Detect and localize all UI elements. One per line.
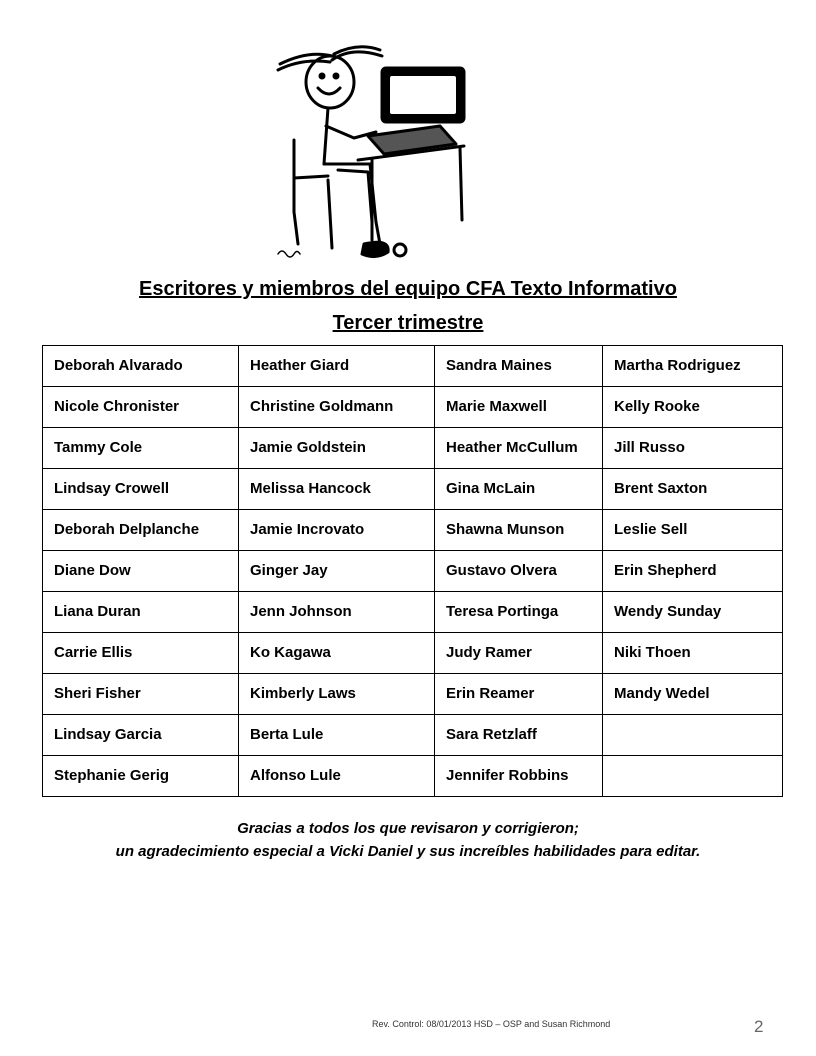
team-member-cell: Jamie Goldstein [239,428,435,469]
table-row [43,428,783,469]
team-member-cell: Alfonso Lule [239,756,435,797]
team-member-cell: Heather Giard [239,346,435,387]
table-row [43,715,783,756]
team-member-cell: Jill Russo [603,428,783,469]
child-at-computer-illustration [272,40,480,266]
revision-control-footer: Rev. Control: 08/01/2013 HSD – OSP and Susan Richmond [372,1019,611,1029]
team-member-cell: Martha Rodriguez [603,346,783,387]
team-member-cell: Wendy Sunday [603,592,783,633]
table-row [43,346,783,387]
team-member-cell: Jamie Incrovato [239,510,435,551]
team-member-cell: Erin Shepherd [603,551,783,592]
table-row [43,674,783,715]
team-member-cell: Brent Saxton [603,469,783,510]
team-member-cell: Deborah Delplanche [43,510,239,551]
table-row [43,633,783,674]
team-member-cell: Mandy Wedel [603,674,783,715]
team-member-cell: Sara Retzlaff [435,715,603,756]
team-member-cell: Jenn Johnson [239,592,435,633]
table-row [43,510,783,551]
team-member-cell: Gustavo Olvera [435,551,603,592]
page-number: 2 [754,1017,764,1036]
thanks-line-2: un agradecimiento especial a Vicki Daniel y sus increíbles habilidades para editar. [115,843,701,860]
team-member-cell: Niki Thoen [603,633,783,674]
team-member-cell: Christine Goldmann [239,387,435,428]
team-member-cell: Erin Reamer [435,674,603,715]
team-member-cell: Tammy Cole [43,428,239,469]
table-row [43,387,783,428]
team-member-cell: Melissa Hancock [239,469,435,510]
team-member-cell: Shawna Munson [435,510,603,551]
team-member-cell [603,756,783,797]
team-member-cell: Stephanie Gerig [43,756,239,797]
table-row [43,469,783,510]
team-member-cell: Lindsay Crowell [43,469,239,510]
team-member-cell: Marie Maxwell [435,387,603,428]
team-member-cell: Ginger Jay [239,551,435,592]
document-subtitle: Tercer trimestre [332,312,484,334]
team-members-table [42,345,783,797]
table-row [43,756,783,797]
table-row [43,592,783,633]
team-member-cell: Kimberly Laws [239,674,435,715]
team-member-cell: Deborah Alvarado [43,346,239,387]
team-member-cell: Judy Ramer [435,633,603,674]
team-member-cell: Berta Lule [239,715,435,756]
team-member-cell: Ko Kagawa [239,633,435,674]
team-member-cell: Liana Duran [43,592,239,633]
team-member-cell: Leslie Sell [603,510,783,551]
team-member-cell: Lindsay Garcia [43,715,239,756]
team-member-cell [603,715,783,756]
team-member-cell: Jennifer Robbins [435,756,603,797]
table-row [43,551,783,592]
thanks-line-1: Gracias a todos los que revisaron y corrigieron; [237,820,579,837]
team-member-cell: Diane Dow [43,551,239,592]
team-member-cell: Teresa Portinga [435,592,603,633]
team-member-cell: Carrie Ellis [43,633,239,674]
team-member-cell: Sheri Fisher [43,674,239,715]
document-title: Escritores y miembros del equipo CFA Texto Informativo [139,278,677,300]
team-member-cell: Gina McLain [435,469,603,510]
team-member-cell: Heather McCullum [435,428,603,469]
team-member-cell: Nicole Chronister [43,387,239,428]
team-member-cell: Kelly Rooke [603,387,783,428]
team-member-cell: Sandra Maines [435,346,603,387]
